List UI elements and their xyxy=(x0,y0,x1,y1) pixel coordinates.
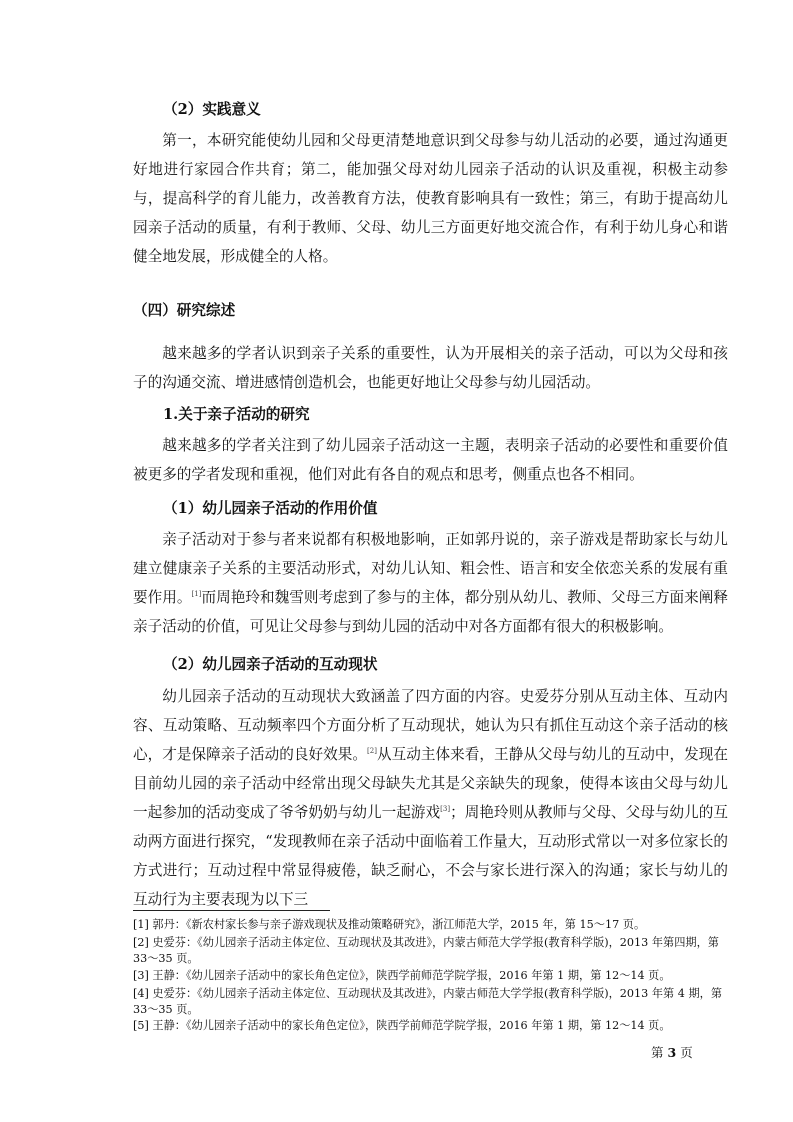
heading-practical-significance: （2）实践意义 xyxy=(163,101,261,118)
paragraph-interaction-status-part2: 从互动主体来看，王静从父母与幼儿的互动中，发现在目前幼儿园的亲子活动中经常出现父母缺失尤其是父亲缺失的现象，使得本该由父母与幼儿一起参加的活动变成了爷爷奶奶与幼儿一起游戏 xyxy=(133,746,728,821)
heading-parent-child-activity-research: 1.关于亲子活动的研究 xyxy=(163,406,310,423)
paragraph-interaction-status xyxy=(133,682,728,914)
citation-2: [2] xyxy=(367,747,377,756)
citation-1: [1] xyxy=(191,590,202,599)
paragraph-activity-value-part2: 而周艳玲和魏雪则考虑到了参与的主体，都分别从幼儿、教师、父母三方面来阐释亲子活动的价值，可见让父母参与到幼儿园的活动中对各方面都有很大的积极影响。 xyxy=(133,589,728,635)
page-number-prefix: 第 xyxy=(651,1045,664,1060)
paragraph-interaction-status-part3: ；周艳玲则从教师与父母、父母与幼儿的互动两方面进行探究，“发现教师在亲子活动中面临着工作量大，互动形式常以一对多位家长的方式进行；互动过程中常显得疲倦，缺乏耐心，不会与家长进行深入的沟通；家长与幼儿的互动行为主要表现为以下三 xyxy=(133,804,728,908)
page-number xyxy=(651,1043,693,1061)
paragraph-practical-significance: 第一，本研究能使幼儿园和父母更清楚地意识到父母参与幼儿活动的必要，通过沟通更好地进行家园合作共育；第二，能加强父母对幼儿园亲子活动的认识及重视，积极主动参与，提高科学的育儿能力，改善教育方法，使教育影响具有一致性；第三，有助于提高幼儿园亲子活动的质量，有利于教师、父母、幼儿三方面更好地交流合作，有利于幼儿身心和谐健全地发展，形成健全的人格。 xyxy=(133,132,728,265)
paragraph-research-review: 越来越多的学者认识到亲子关系的重要性，认为开展相关的亲子活动，可以为父母和孩子的沟通交流、增进感情创造机会，也能更好地让父母参与幼儿园活动。 xyxy=(133,345,728,391)
citation-3: [3] xyxy=(440,805,451,814)
paragraph-activity-value-part1: 亲子活动对于参与者来说都有积极地影响，正如郭丹说的，亲子游戏是帮助家长与幼儿建立健康亲子关系的主要活动形式，对幼儿认知、粗会性、语言和安全依恋关系的发展有重要作用。 xyxy=(133,531,728,606)
paragraph-activity-value xyxy=(133,525,728,641)
heading-activity-value: （1）幼儿园亲子活动的作用价值 xyxy=(163,500,378,517)
footnote-4: [4] 史爱芬：《幼儿园亲子活动主体定位、互动现状及其改进》，内蒙古师范大学学报(教育科学版)，2013 年第 4 期，第 33～35 页。 xyxy=(133,987,723,1016)
paragraph-parent-child-activity-research: 越来越多的学者关注到了幼儿园亲子活动这一主题，表明亲子活动的必要性和重要价值被更多的学者发现和重视，他们对此有各自的观点和思考，侧重点也各不相同。 xyxy=(133,437,728,483)
heading-interaction-status: （2）幼儿园亲子活动的互动现状 xyxy=(163,656,378,673)
footnote-1: [1] 郭丹：《新农村家长参与亲子游戏现状及推动策略研究》，浙江师范大学，2015 年，第 15～17 页。 xyxy=(133,918,646,931)
footnote-2: [2] 史爱芬：《幼儿园亲子活动主体定位、互动现状及其改进》，内蒙古师范大学学报(教育科学版)，2013 年第四期，第 33～35 页。 xyxy=(133,936,719,965)
heading-research-review: （四）研究综述 xyxy=(133,302,236,319)
footnote-3: [3] 王静：《幼儿园亲子活动中的家长角色定位》，陕西学前师范学院学报，2016 年第 1 期，第 12～14 页。 xyxy=(133,969,671,982)
page-number-suffix: 页 xyxy=(680,1045,693,1060)
page-number-value: 3 xyxy=(667,1045,677,1060)
footnote-5: [5] 王静：《幼儿园亲子活动中的家长角色定位》，陕西学前师范学院学报，2016 年第 1 期，第 12～14 页。 xyxy=(133,1019,671,1032)
paragraph-interaction-status-part1: 幼儿园亲子活动的互动现状大致涵盖了四方面的内容。史爱芬分别从互动主体、互动内容、互动策略、互动频率四个方面分析了互动现状，她认为只有抓住互动这个亲子活动的核心，才是保障亲子活动的良好效果。 xyxy=(133,688,728,763)
footnote-separator xyxy=(133,910,330,911)
